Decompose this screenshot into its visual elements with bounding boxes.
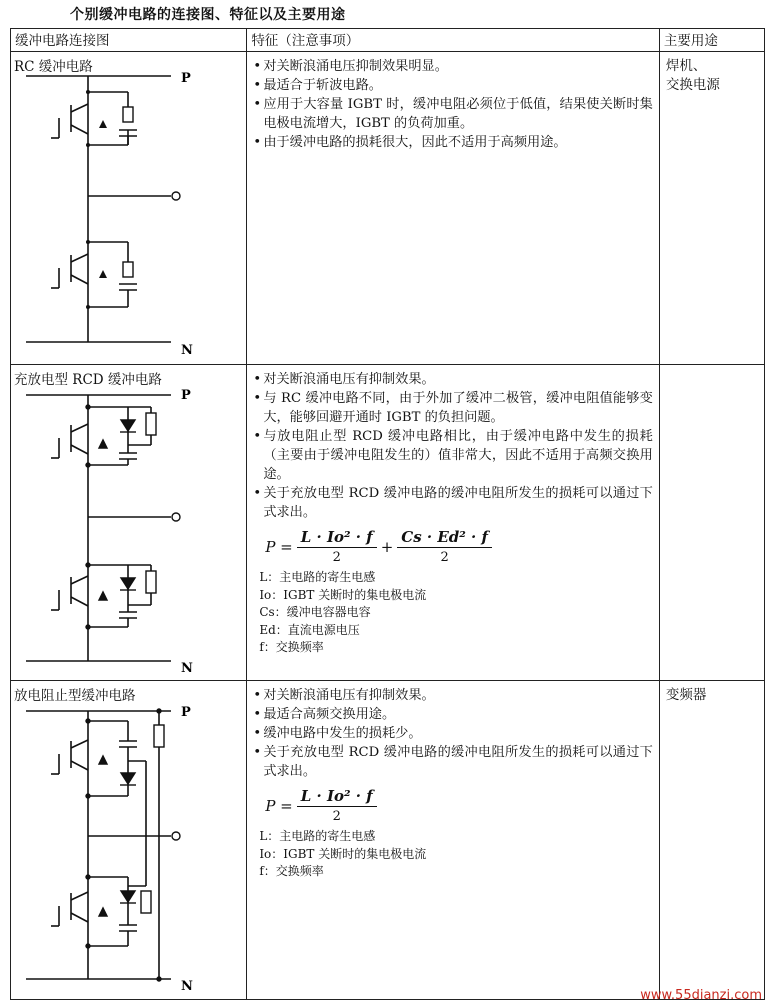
feature-item: • 与 RC 缓冲电路不同，由于外加了缓冲二极管，缓冲电阻值能够变大，能够回避开通时 IGBT 的负担问题。 (253, 389, 653, 427)
header-use: 主要用途 (659, 29, 764, 52)
p-terminal-label: P (181, 71, 191, 86)
p-terminal-label: P (181, 705, 191, 720)
use-cell (659, 52, 764, 365)
n-terminal-label: N (181, 661, 193, 676)
main-use (660, 365, 764, 375)
diagram-cell (11, 681, 247, 1000)
use-cell (659, 681, 764, 1000)
rcd-charge-discharge-diagram (11, 365, 245, 680)
use-cell (659, 365, 764, 681)
diagram-cell (11, 365, 247, 681)
feature-item: • 对关断浪涌电压有抑制效果。 (253, 370, 653, 389)
loss-formula: P = $\frac{\text{L · Io² · f}}{2}$ + $\frac{\text{Cs · Ed² · f}}{2}$ (265, 528, 653, 567)
feature-item: • 由于缓冲电路的损耗很大，因此不适用于高频用途。 (253, 133, 653, 152)
diagram-cell (11, 52, 247, 365)
page-title: 个别缓冲电路的连接图、特征以及主要用途 (70, 7, 346, 23)
feature-item: • 对关断浪涌电压有抑制效果。 (253, 686, 653, 705)
feature-item: • 关于充放电型 RCD 缓冲电路的缓冲电阻所发生的损耗可以通过下式求出。 (253, 743, 653, 781)
table-row (11, 681, 765, 1000)
n-terminal-label: N (181, 343, 193, 358)
discharge-suppressing-diagram (11, 681, 245, 999)
feature-item: • 关于充放电型 RCD 缓冲电路的缓冲电阻所发生的损耗可以通过下式求出。 (253, 484, 653, 522)
features-cell (247, 365, 660, 681)
rc-snubber-diagram (11, 52, 245, 364)
snubber-table (10, 28, 765, 1000)
table-row (11, 365, 765, 681)
watermark: www.55dianzi.com (640, 988, 762, 1003)
feature-item: • 最适合高频交换用途。 (253, 705, 653, 724)
p-terminal-label: P (181, 388, 191, 403)
n-terminal-label: N (181, 979, 193, 994)
header-diagram: 缓冲电路连接图 (11, 29, 247, 52)
feature-item: • 与放电阻止型 RCD 缓冲电路相比，由于缓冲电路中发生的损耗（主要由于缓冲电阻发生的）值非常大，因此不适用于高频交换用途。 (253, 427, 653, 484)
circuit-name: RC 缓冲电路 (14, 59, 93, 75)
table-header-row (11, 29, 765, 52)
circuit-name: 放电阻止型缓冲电路 (14, 688, 136, 704)
main-use: 焊机、 交换电源 (665, 58, 720, 93)
variable-notes: L：主电路的寄生电感 Io：IGBT 关断时的集电极电流 f：交换频率 (259, 829, 427, 878)
features-cell (247, 52, 660, 365)
feature-item: • 应用于大容量 IGBT 时，缓冲电阻必须位于低值，结果使关断时集电极电流增大，IGBT 的负荷加重。 (253, 95, 653, 133)
feature-item: • 对关断浪涌电压抑制效果明显。 (253, 57, 653, 76)
table-row (11, 52, 765, 365)
header-features: 特征（注意事项） (247, 29, 660, 52)
main-use: 变频器 (665, 687, 707, 703)
variable-notes: L：主电路的寄生电感 Io：IGBT 关断时的集电极电流 Cs：缓冲电容器电容 Ed：直流电源电压 f：交换频率 (259, 570, 427, 654)
loss-formula: P = $\frac{\text{L · Io² · f}}{2}$ (265, 787, 653, 826)
feature-item: • 缓冲电路中发生的损耗少。 (253, 724, 653, 743)
features-cell (247, 681, 660, 1000)
feature-item: • 最适合于斩波电路。 (253, 76, 653, 95)
circuit-name: 充放电型 RCD 缓冲电路 (14, 372, 162, 388)
